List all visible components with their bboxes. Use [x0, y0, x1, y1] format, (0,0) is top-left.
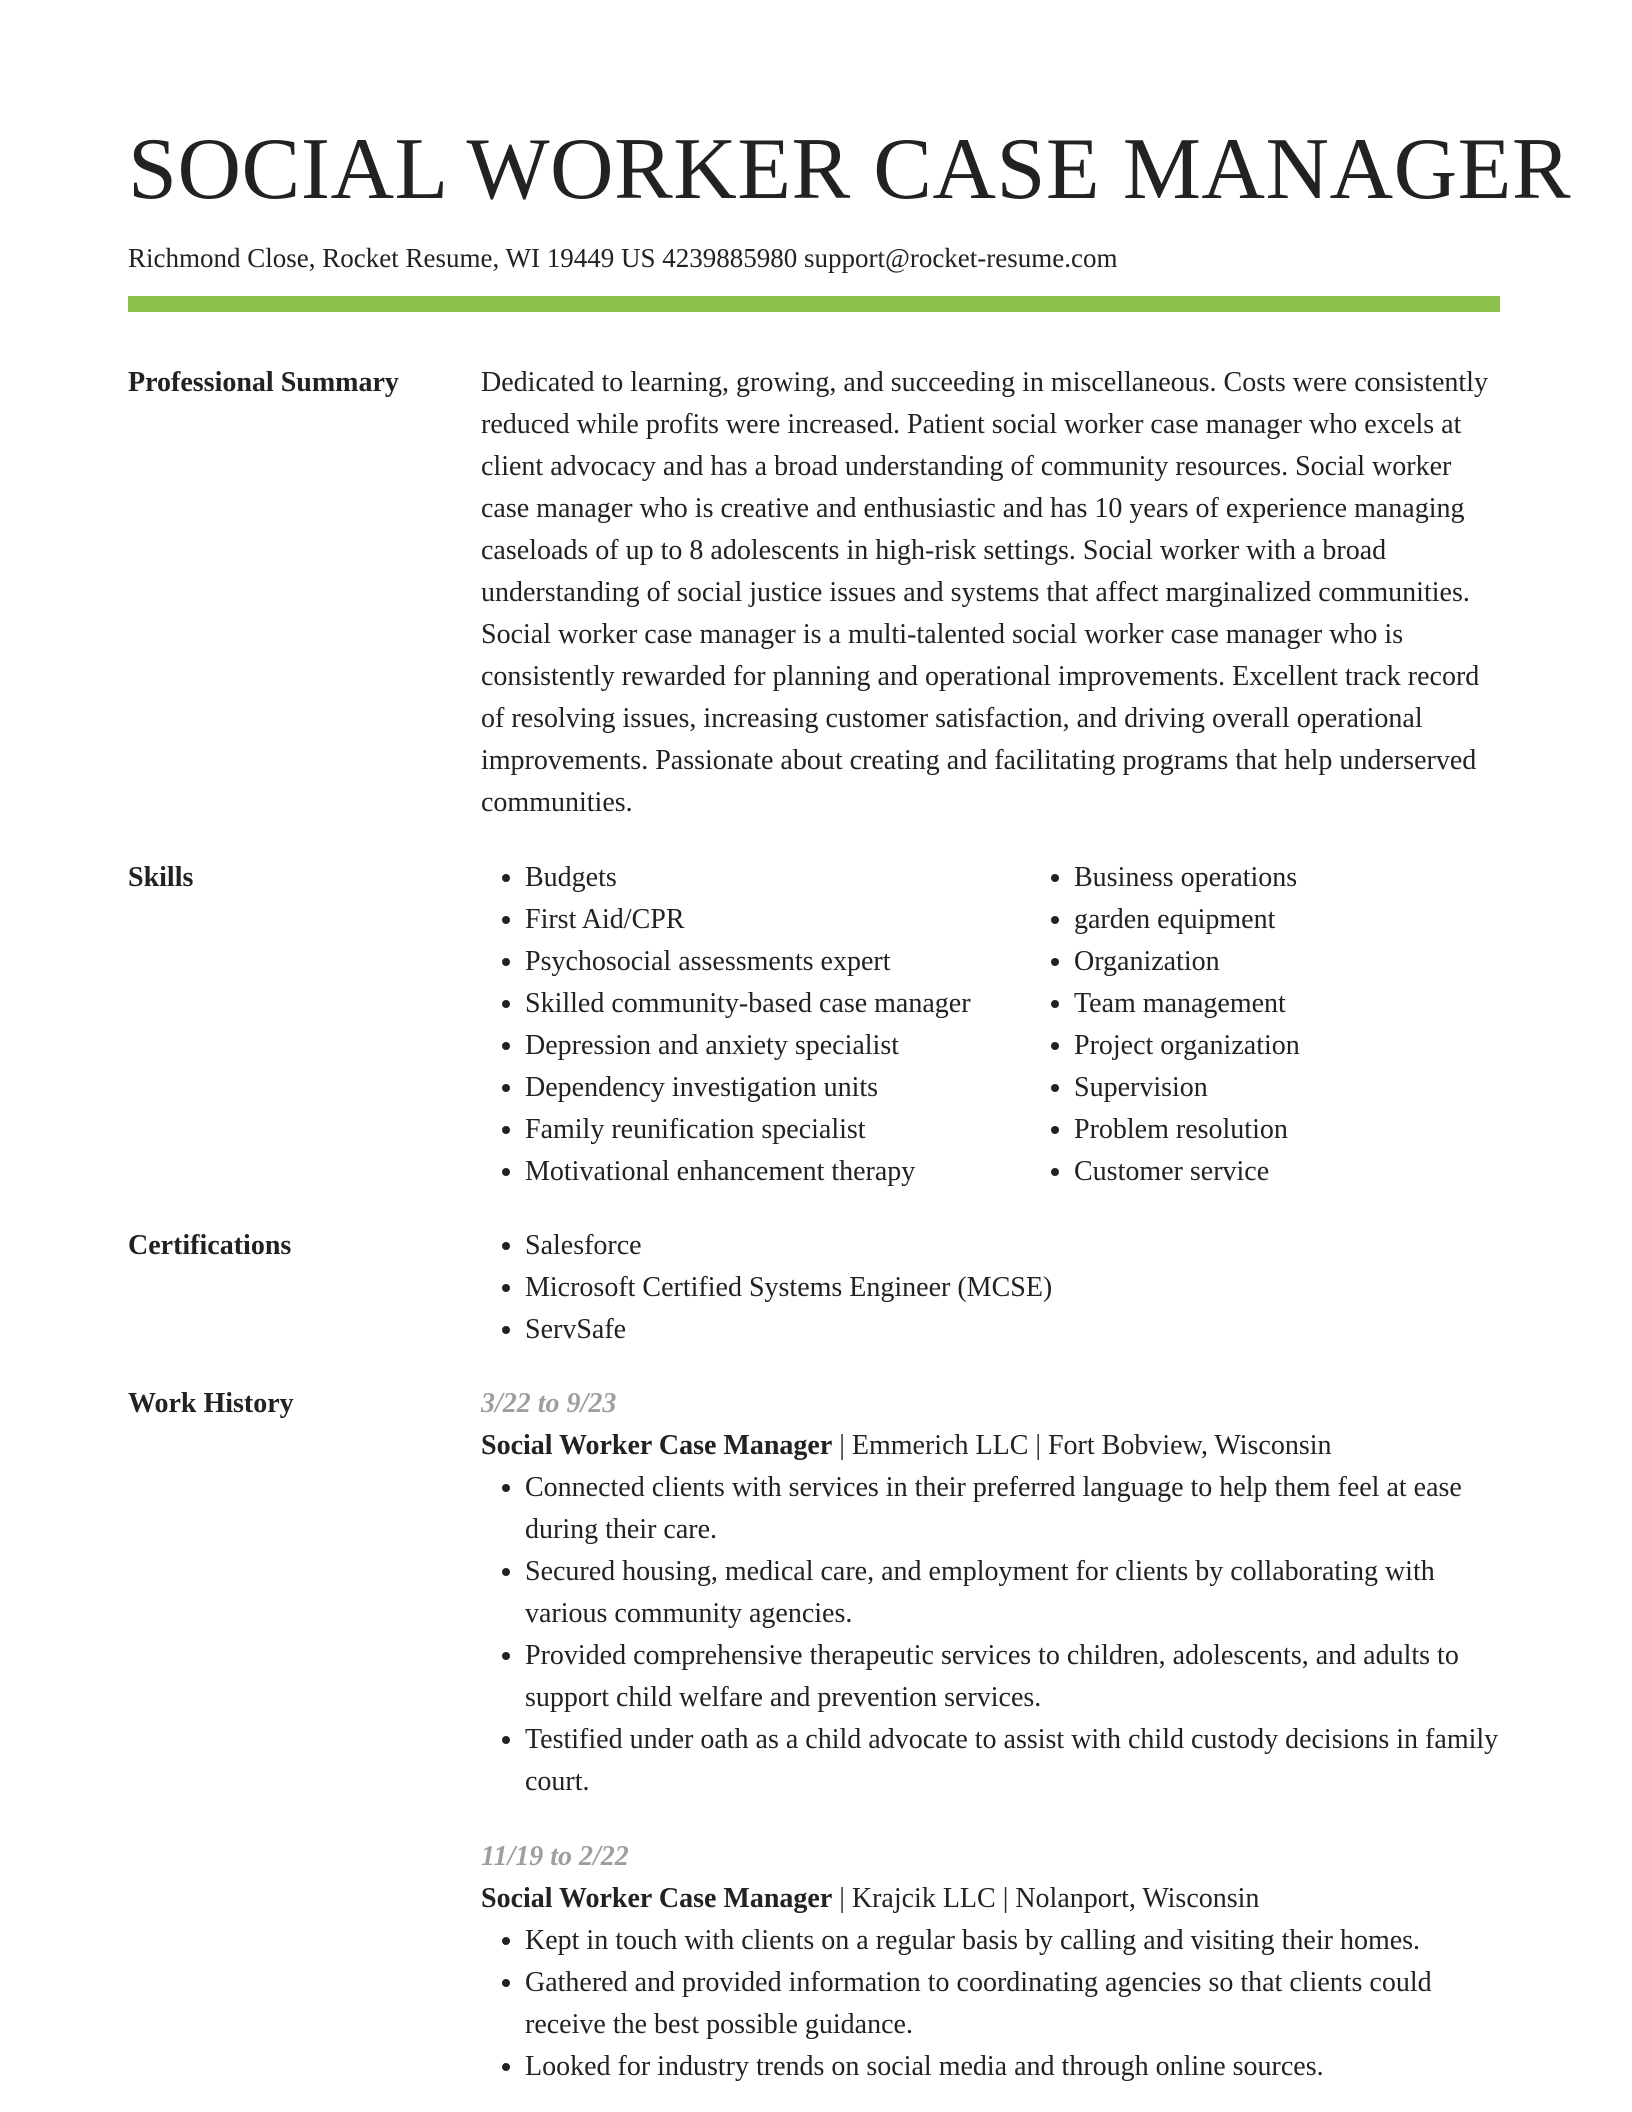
skill-item: • Organization — [1074, 941, 1500, 983]
work-history-section — [128, 1383, 1500, 2088]
skill-item: • Family reunification specialist — [525, 1109, 1030, 1151]
job-bullet: • Connected clients with services in their preferred language to help them feel at ease during their care. — [525, 1467, 1500, 1551]
job-employer-location: | Emmerich LLC | Fort Bobview, Wisconsin — [832, 1430, 1332, 1461]
skill-item: • First Aid/CPR — [525, 899, 1030, 941]
job-heading — [481, 1425, 1500, 1467]
job-title: Social Worker Case Manager — [481, 1430, 833, 1461]
skills-column-2 — [1030, 857, 1500, 1193]
certification-item: • ServSafe — [525, 1309, 1500, 1351]
job-employer-location: | Krajcik LLC | Nolanport, Wisconsin — [832, 1883, 1260, 1914]
certifications-section — [128, 1225, 1500, 1351]
skill-item: • garden equipment — [1074, 899, 1500, 941]
skills-column-1 — [481, 857, 1030, 1193]
job-dates: 3/22 to 9/23 — [481, 1388, 617, 1419]
job-bullet: • Provided comprehensive therapeutic services to children, adolescents, and adults to support child welfare and prevention services. — [525, 1635, 1500, 1719]
header-divider — [128, 296, 1500, 312]
job-entry — [481, 1836, 1500, 2088]
job-bullets — [481, 1920, 1500, 2088]
work-history-body — [481, 1383, 1500, 2088]
skill-item: • Problem resolution — [1074, 1109, 1500, 1151]
job-bullets — [481, 1467, 1500, 1803]
job-bullet: • Testified under oath as a child advocate to assist with child custody decisions in family court. — [525, 1719, 1500, 1803]
job-title: Social Worker Case Manager — [481, 1883, 833, 1914]
certifications-body — [481, 1225, 1500, 1351]
contact-line: Richmond Close, Rocket Resume, WI 19449 US 4239885980 support@rocket-resume.com — [128, 243, 1118, 273]
skills-list — [481, 857, 1500, 1193]
skill-item: • Dependency investigation units — [525, 1067, 1030, 1109]
summary-heading: Professional Summary — [128, 367, 399, 398]
job-entry — [481, 1383, 1500, 1803]
skill-item: • Depression and anxiety specialist — [525, 1025, 1030, 1067]
skill-item: • Skilled community-based case manager — [525, 983, 1030, 1025]
summary-text: Dedicated to learning, growing, and succeeding in miscellaneous. Costs were consistently reduced while profits were increased. Patient social worker case manager who excels at client advocacy and has a broad understanding of community resources. Social worker case manager who is creative and enthusiastic and has 10 years of experience managing caseloads of up to 8 adolescents in high-risk settings. Social worker with a broad understanding of social justice issues and systems that affect marginalized communities. Social worker case manager is a multi-talented social worker case manager who is consistently rewarded for planning and operational improvements. Excellent track record of resolving issues, increasing customer satisfaction, and driving overall operational improvements. Passionate about creating and facilitating programs that help underserved communities. — [481, 367, 1488, 818]
job-dates: 11/19 to 2/22 — [481, 1841, 629, 1872]
skills-section — [128, 857, 1500, 1193]
skills-heading: Skills — [128, 862, 194, 893]
skill-item: • Budgets — [525, 857, 1030, 899]
certification-item: • Microsoft Certified Systems Engineer (MCSE) — [525, 1267, 1500, 1309]
work-history-heading: Work History — [128, 1388, 294, 1419]
skill-item: • Team management — [1074, 983, 1500, 1025]
skill-item: • Motivational enhancement therapy — [525, 1151, 1030, 1193]
summary-section — [128, 362, 1500, 824]
skill-item: • Customer service — [1074, 1151, 1500, 1193]
certifications-heading: Certifications — [128, 1230, 292, 1261]
job-bullet: • Gathered and provided information to coordinating agencies so that clients could receive the best possible guidance. — [525, 1962, 1500, 2046]
job-bullet: • Kept in touch with clients on a regular basis by calling and visiting their homes. — [525, 1920, 1500, 1962]
job-heading — [481, 1878, 1500, 1920]
skill-item: • Supervision — [1074, 1067, 1500, 1109]
skill-item: • Business operations — [1074, 857, 1500, 899]
job-bullet: • Secured housing, medical care, and employment for clients by collaborating with various community agencies. — [525, 1551, 1500, 1635]
job-bullet: • Looked for industry trends on social media and through online sources. — [525, 2046, 1500, 2088]
summary-body — [481, 362, 1500, 824]
skill-item: • Project organization — [1074, 1025, 1500, 1067]
skill-item: • Psychosocial assessments expert — [525, 941, 1030, 983]
certifications-list — [481, 1225, 1500, 1351]
certification-item: • Salesforce — [525, 1225, 1500, 1267]
resume-name: SOCIAL WORKER CASE MANAGER — [128, 121, 1572, 218]
